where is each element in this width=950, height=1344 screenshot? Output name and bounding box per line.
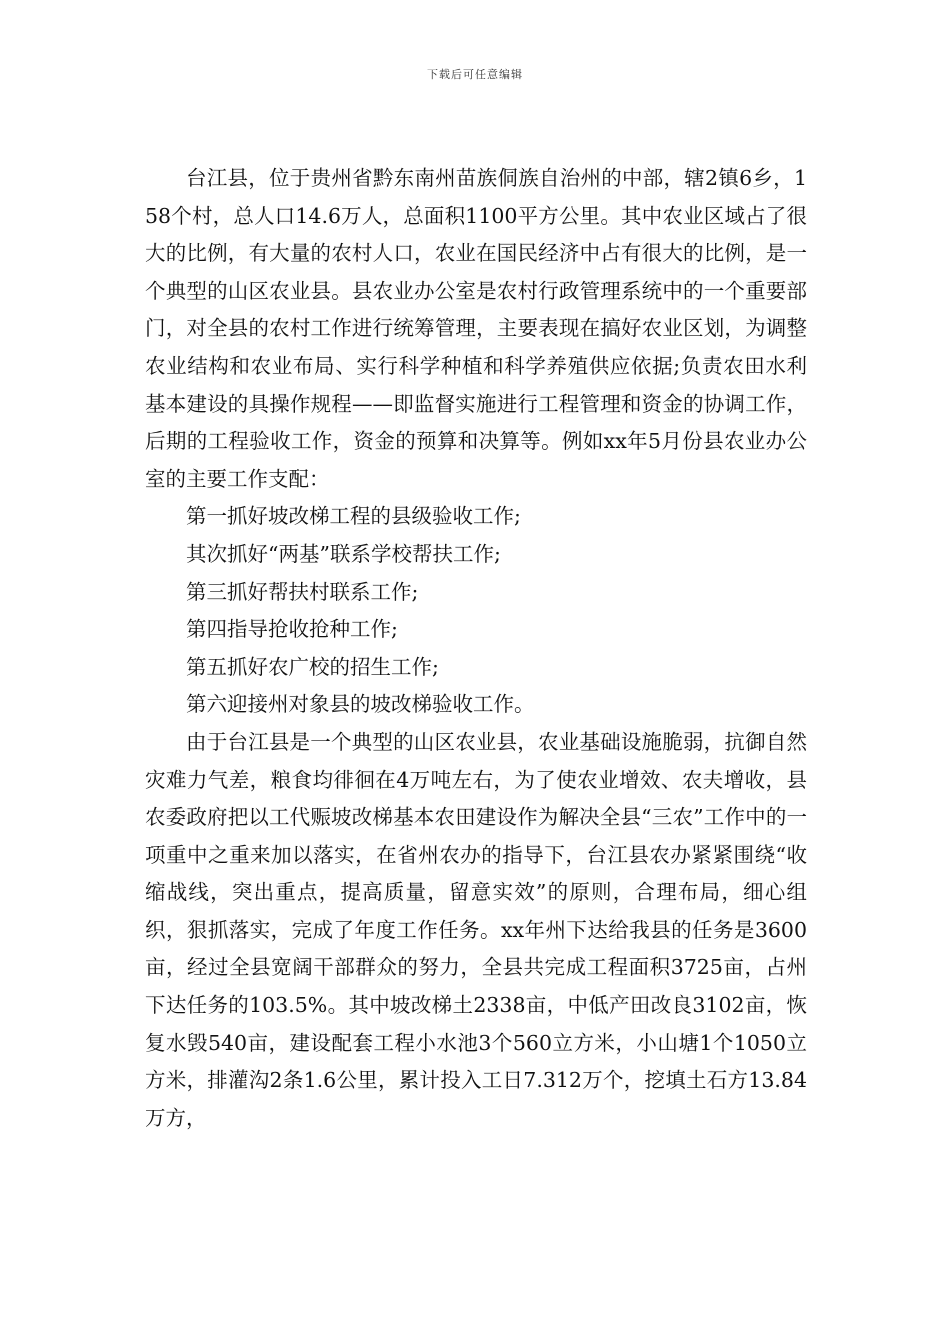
task-item-6: 第六迎接州对象县的坡改梯验收工作。 [186,692,535,717]
task-item-2: 其次抓好“两基”联系学校帮扶工作; [186,541,501,566]
task-item-3: 第三抓好帮扶村联系工作; [186,579,419,604]
task-item-1: 第一抓好坡改梯工程的县级验收工作; [186,504,521,529]
page-header-note: 下载后可任意编辑 [427,68,523,81]
task-item-5: 第五抓好农广校的招生工作; [186,654,439,679]
intro-paragraph: 台江县，位于贵州省黔东南州苗族侗族自治州的中部，辖2镇6乡，158个村，总人口14.6万人，总面积1100平方公里。其中农业区域占了很大的比例，有大量的农村人口，农业在国民经济中占有很大的比例，是一个典型的山区农业县。县农业办公室是农村行政管理系统中的一个重要部门，对全县的农村工作进行统筹管理，主要表现在搞好农业区划，为调整农业结构和农业布局、实行科学种植和科学养殖供应依据;负责农田水利基本建设的具操作规程——即监督实施进行工程管理和资金的协调工作，后期的工程验收工作，资金的预算和决算等。例如xx年5月份县农业办公室的主要工作支配： [145,166,807,491]
progress-paragraph: 由于台江县是一个典型的山区农业县，农业基础设施脆弱，抗御自然灾难力气差，粮食均徘徊在4万吨左右，为了使农业增效、农夫增收，县农委政府把以工代赈坡改梯基本农田建设作为解决全县“三农”工作中的一项重中之重来加以落实，在省州农办的指导下，台江县农办紧紧围绕“收缩战线，突出重点，提高质量，留意实效”的原则，合理布局，细心组织，狠抓落实，完成了年度工作任务。xx年州下达给我县的任务是3600亩，经过全县宽阔干部群众的努力，全县共完成工程面积3725亩，占州下达任务的103.5%。其中坡改梯土2338亩，中低产田改良3102亩，恢复水毁540亩，建设配套工程小水池3个560立方米，小山塘1个1050立方米，排灌沟2条1.6公里，累计投入工日7.312万个，挖填土石方13.84万方， [145,729,807,1130]
document-body [145,160,807,1137]
task-item-4: 第四指导抢收抢种工作; [186,617,398,642]
